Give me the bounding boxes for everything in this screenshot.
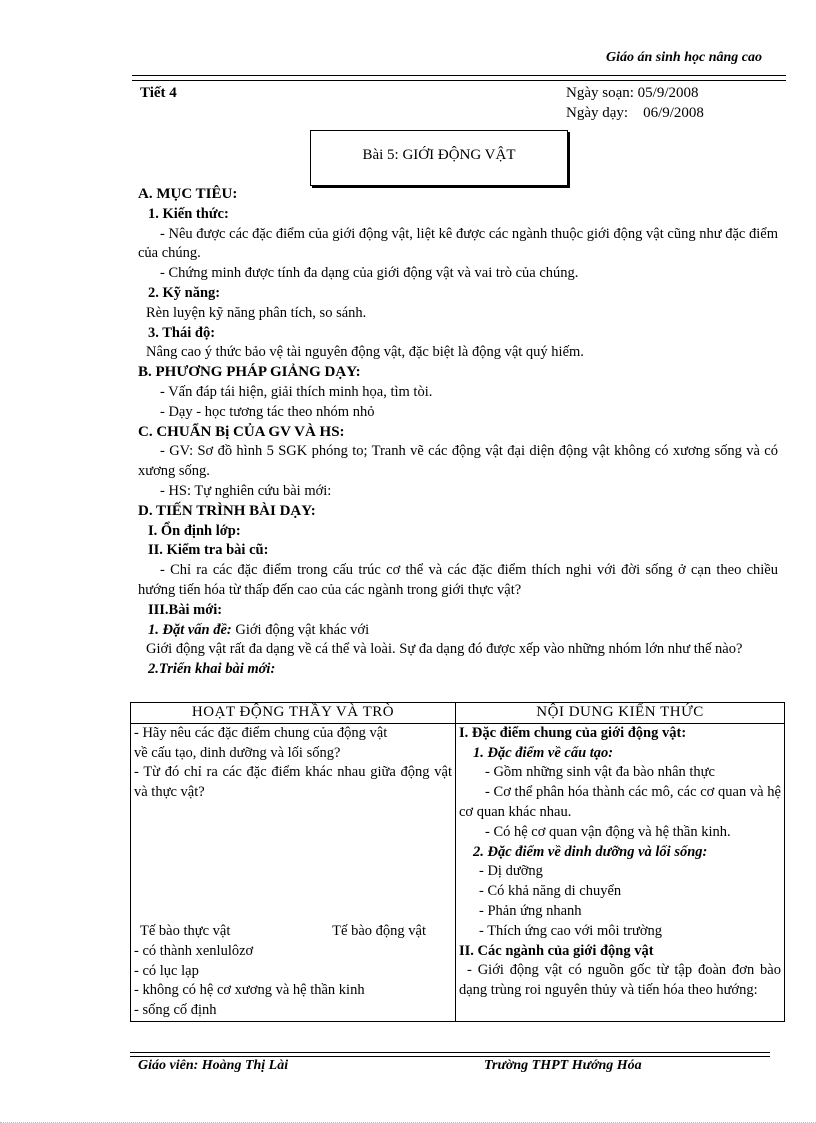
section-d1-title: I. Ổn định lớp: bbox=[148, 522, 241, 539]
lesson-body bbox=[138, 185, 778, 680]
cell-comparison-header bbox=[134, 922, 452, 942]
lesson-activity-table bbox=[130, 702, 785, 1022]
section-a1-para2: - Chứng minh được tính đa dạng của giới động vật và vai trò của chúng. bbox=[160, 265, 579, 282]
footer-school: Trường THPT Hướng Hóa bbox=[484, 1058, 642, 1073]
content-section-2: II. Các ngành của giới động vật bbox=[459, 942, 654, 959]
lesson-title: Bài 5: GIỚI ĐỘNG VẬT bbox=[362, 147, 516, 163]
content-item-8: - Giới động vật có nguồn gốc từ tập đoàn đơn bào dạng trùng roi nguyên thủy và tiến hóa theo hướng: bbox=[459, 962, 781, 999]
footer-divider bbox=[130, 1052, 770, 1057]
activities-cell bbox=[131, 723, 456, 1021]
section-b-para2: - Dạy - học tương tác theo nhóm nhỏ bbox=[160, 403, 375, 420]
animal-cell-label: Tế bào động vật bbox=[332, 922, 426, 939]
plant-trait-4: - sống cố định bbox=[134, 1002, 217, 1019]
header-divider bbox=[132, 75, 786, 81]
plant-trait-3: - không có hệ cơ xương và hệ thần kinh bbox=[134, 982, 365, 999]
content-item-5: - Có khả năng di chuyển bbox=[479, 883, 622, 900]
content-item-1: - Gồm những sinh vật đa bào nhân thực bbox=[485, 764, 715, 781]
teacher-question-2: - Từ đó chỉ ra các đặc điểm khác nhau giữa động vật và thực vật? bbox=[134, 764, 452, 801]
section-a2-title: 2. Kỹ năng: bbox=[148, 284, 221, 301]
table-header-content: NỘI DUNG KIẾN THỨC bbox=[456, 703, 785, 724]
section-d3-1-para: Giới động vật rất đa dạng về cá thể và loài. Sự đa dạng đó được xếp vào những nhóm lớn như thế nào? bbox=[146, 641, 743, 658]
content-section-1-2: 2. Đặc điểm về dinh dưỡng và lối sống: bbox=[473, 843, 708, 860]
date-taught: Ngày dạy: 06/9/2008 bbox=[566, 105, 704, 121]
content-item-3: - Có hệ cơ quan vận động và hệ thần kinh. bbox=[485, 823, 731, 840]
section-a1-title: 1. Kiến thức: bbox=[148, 205, 229, 222]
section-d2-para1: - Chỉ ra các đặc điểm trong cấu trúc cơ thể và các đặc điểm thích nghi với đời sống ở cạn theo chiều hướng tiến hóa từ thấp đến cao của các ngành trong giới thực vật? bbox=[138, 562, 778, 598]
lesson-title-box bbox=[310, 130, 568, 186]
lesson-number: Tiết 4 bbox=[140, 85, 177, 101]
section-a2-para1: Rèn luyện kỹ năng phân tích, so sánh. bbox=[146, 304, 367, 321]
content-item-7: - Thích ứng cao với môi trường bbox=[479, 922, 663, 939]
content-item-2: - Cơ thể phân hóa thành các mô, các cơ quan và hệ cơ quan khác nhau. bbox=[459, 784, 781, 820]
teacher-question-1b: về cấu tạo, dinh dưỡng và lối sống? bbox=[134, 744, 341, 761]
section-a1-para1: - Nêu được các đặc điểm của giới động vật, liệt kê được các ngành thuộc giới động vật cũng như đặc điểm của chúng. bbox=[138, 225, 778, 262]
section-d2-title: II. Kiểm tra bài cũ: bbox=[148, 542, 269, 559]
plant-cell-label: Tế bào thực vật bbox=[140, 922, 231, 939]
section-a3-title: 3. Thái độ: bbox=[148, 324, 216, 341]
section-d3-1 bbox=[138, 621, 778, 641]
table-header-activities: HOẠT ĐỘNG THẦY VÀ TRÒ bbox=[131, 703, 456, 724]
content-section-1: I. Đặc điểm chung của giới động vật: bbox=[459, 724, 687, 741]
content-item-4: - Dị dưỡng bbox=[479, 863, 543, 880]
plant-trait-2: - có lục lạp bbox=[134, 962, 199, 979]
section-a3-para1: Nâng cao ý thức bảo vệ tài nguyên động vật, đặc biệt là động vật quý hiếm. bbox=[146, 344, 584, 361]
section-b-title: B. PHƯƠNG PHÁP GIẢNG DẠY: bbox=[138, 364, 361, 381]
section-d3-1-text: Giới động vật khác với bbox=[231, 621, 370, 638]
section-d-title: D. TIẾN TRÌNH BÀI DẠY: bbox=[138, 502, 316, 519]
section-c-para1: - GV: Sơ đồ hình 5 SGK phóng to; Tranh vẽ các động vật đại diện động vật không có xương sống và có xương sống. bbox=[138, 443, 778, 480]
content-item-6: - Phản ứng nhanh bbox=[479, 902, 582, 919]
teacher-question-1a: - Hãy nêu các đặc điểm chung của động vật bbox=[134, 724, 388, 741]
lesson-dates bbox=[566, 83, 704, 123]
plant-trait-1: - có thành xenlulôzơ bbox=[134, 942, 254, 959]
date-prepared: Ngày soạn: 05/9/2008 bbox=[566, 85, 699, 101]
section-c-title: C. CHUẨN Bị CỦA GV VÀ HS: bbox=[138, 423, 345, 440]
section-a-title: A. MỤC TIÊU: bbox=[138, 186, 238, 202]
section-c-para2: - HS: Tự nghiên cứu bài mới: bbox=[160, 482, 332, 499]
content-cell bbox=[456, 723, 785, 1021]
section-d3-title: III.Bài mới: bbox=[148, 601, 223, 618]
document-header-title: Giáo án sinh học nâng cao bbox=[606, 50, 762, 65]
section-d3-1-label: 1. Đặt vấn đề: bbox=[148, 621, 232, 638]
footer-teacher: Giáo viên: Hoàng Thị Lài bbox=[138, 1058, 289, 1073]
section-b-para1: - Vấn đáp tái hiện, giải thích minh họa, tìm tòi. bbox=[160, 383, 433, 400]
section-d3-2-title: 2.Triển khai bài mới: bbox=[148, 661, 276, 678]
content-section-1-1: 1. Đặc điểm về cấu tạo: bbox=[473, 744, 614, 761]
